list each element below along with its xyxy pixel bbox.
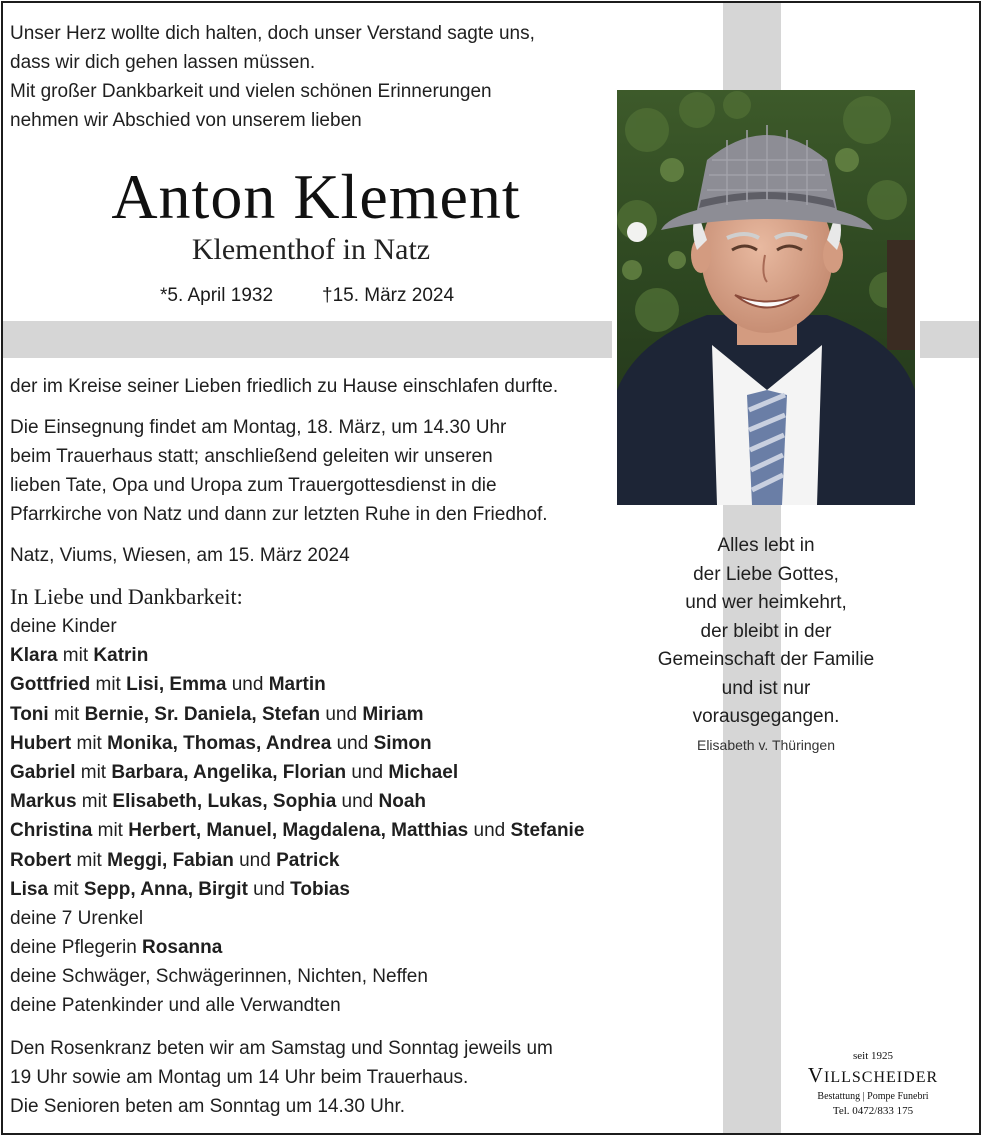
quote-line: vorausgegangen. (692, 706, 840, 727)
quote-line: der bleibt in der (700, 620, 832, 642)
quote-line: Gemeinschaft der Familie (657, 649, 875, 670)
intro-line: nehmen wir Abschied von unserem lieben (10, 110, 362, 131)
quote-line: und ist nur (721, 677, 811, 699)
rosary-line: Den Rosenkranz beten wir am Samstag und Sonntag jeweils um (10, 1038, 553, 1059)
mourner-row: deine Pflegerin Rosanna (10, 937, 223, 959)
ceremony-line: Die Einsegnung findet am Montag, 18. März, um 14.30 Uhr (10, 417, 507, 438)
logo-name: VILLSCHEIDER (807, 1063, 939, 1087)
logo-tagline: Bestattung | Pompe Funebri (817, 1091, 929, 1102)
rosary-text (10, 1034, 553, 1121)
funeral-home-logo (787, 1050, 959, 1119)
mourner-row: deine Kinder (10, 616, 117, 637)
ceremony-line: lieben Tate, Opa und Uropa zum Trauergottesdienst in die (10, 475, 497, 496)
death-date: †15. März 2024 (322, 285, 455, 306)
intro-line: Mit großer Dankbarkeit und vielen schönen Erinnerungen (10, 81, 492, 102)
mourner-row: deine Patenkinder und alle Verwandten (10, 995, 341, 1017)
quote-line: Alles lebt in (717, 535, 815, 556)
mourner-row: deine 7 Urenkel (10, 907, 144, 929)
mourner-row: Markus mit Elisabeth, Lukas, Sophia und Noah (10, 791, 427, 813)
cross-horizontal-beam-right (920, 321, 979, 358)
deceased-subtitle: Klementhof in Natz (191, 233, 431, 266)
logo-phone: Tel. 0472/833 175 (832, 1105, 914, 1117)
deceased-name: Anton Klement (111, 161, 521, 232)
mourner-row: Robert mit Meggi, Fabian und Patrick (10, 849, 340, 871)
intro-line: Unser Herz wollte dich halten, doch unser Verstand sagte uns, (10, 23, 535, 44)
intro-text (10, 19, 535, 135)
logo-since: seit 1925 (852, 1050, 894, 1062)
ceremony-text (10, 413, 548, 529)
mourner-row: Klara mit Katrin (10, 645, 149, 667)
mourners-heading: In Liebe und Dankbarkeit: (10, 584, 243, 609)
rosary-line: Die Senioren beten am Sonntag um 14.30 Uhr. (10, 1096, 406, 1117)
place-date: Natz, Viums, Wiesen, am 15. März 2024 (10, 545, 350, 566)
quote (617, 532, 915, 732)
mourner-row: deine Schwäger, Schwägerinnen, Nichten, Neffen (10, 966, 428, 988)
quote-line: und wer heimkehrt, (685, 592, 847, 613)
mourner-row: Christina mit Herbert, Manuel, Magdalena, Matthias und Stefanie (10, 820, 585, 842)
cross-horizontal-beam-left (3, 321, 612, 358)
quote-line: der Liebe Gottes, (693, 563, 839, 585)
mourners-list (10, 612, 584, 1021)
ceremony-line: Pfarrkirche von Natz und dann zur letzten Ruhe in den Friedhof. (10, 504, 548, 525)
ceremony-line: beim Trauerhaus statt; anschließend geleiten wir unseren (10, 446, 493, 467)
quote-author: Elisabeth v. Thüringen (696, 737, 835, 753)
rosary-line: 19 Uhr sowie am Montag um 14 Uhr beim Trauerhaus. (10, 1067, 469, 1088)
intro-line: dass wir dich gehen lassen müssen. (10, 52, 316, 73)
birth-date: *5. April 1932 (160, 285, 274, 306)
mourner-row: Lisa mit Sepp, Anna, Birgit und Tobias (10, 878, 350, 900)
mourner-row: Hubert mit Monika, Thomas, Andrea und Simon (10, 732, 432, 754)
mourner-row: Gabriel mit Barbara, Angelika, Florian und Michael (10, 761, 459, 783)
mourner-row: Gottfried mit Lisi, Emma und Martin (10, 674, 326, 696)
portrait-photo (617, 90, 915, 505)
mourner-row: Toni mit Bernie, Sr. Daniela, Stefan und Miriam (10, 703, 424, 725)
passed-text: der im Kreise seiner Lieben friedlich zu Hause einschlafen durfte. (10, 376, 559, 397)
